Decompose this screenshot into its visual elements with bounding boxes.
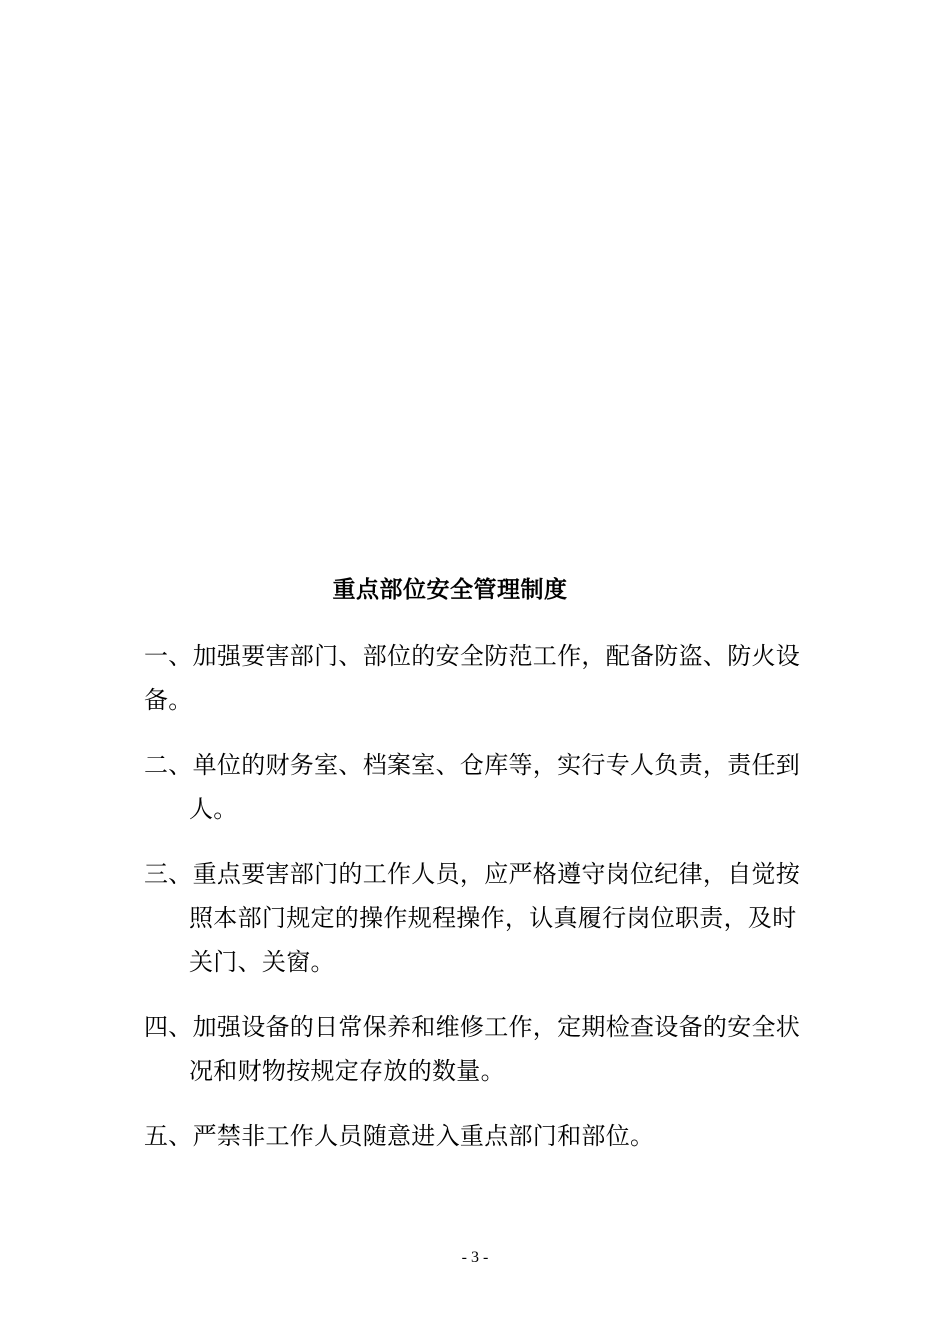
document-title: 重点部位安全管理制度 (332, 577, 568, 603)
regulation-item-1: 一、加强要害部门、部位的安全防范工作，配备防盗、防火设备。 (144, 642, 801, 714)
page-number: - 3 - (461, 1249, 489, 1266)
regulation-item-2: 二、单位的财务室、档案室、仓库等，实行专人负责，责任到人。 (144, 751, 801, 823)
regulation-item-5: 五、严禁非工作人员随意进入重点部门和部位。 (144, 1122, 655, 1150)
regulation-item-4: 四、加强设备的日常保养和维修工作，定期检查设备的安全状况和财物按规定存放的数量。 (144, 1013, 801, 1085)
regulation-list (144, 634, 814, 1179)
regulation-item-3: 三、重点要害部门的工作人员，应严格遵守岗位纪律，自觉按照本部门规定的操作规程操作，认真履行岗位职责，及时关门、关窗。 (144, 860, 801, 976)
